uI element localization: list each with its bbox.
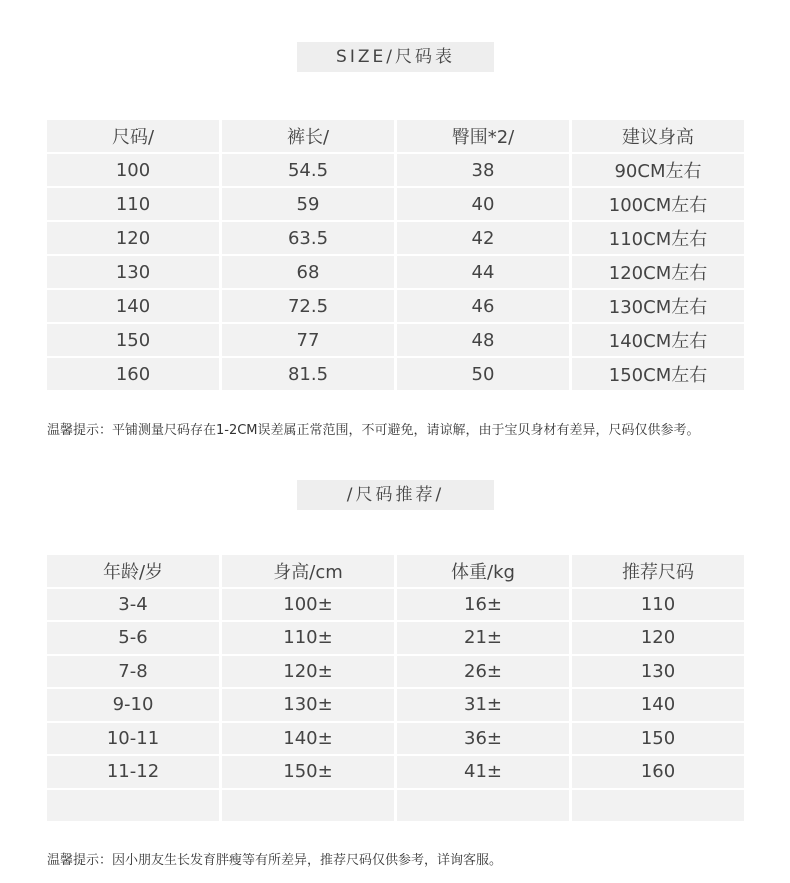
table-cell: 140± [222, 723, 394, 755]
header-age: 年龄/岁 [47, 555, 219, 587]
table-cell: 3-4 [47, 589, 219, 621]
header-size: 尺码/ [47, 120, 219, 152]
table-cell: 140 [572, 689, 744, 721]
table-cell: 100 [47, 154, 219, 186]
table-cell: 130± [222, 689, 394, 721]
table-cell: 150CM左右 [572, 358, 744, 390]
table-cell [47, 790, 219, 822]
table-cell: 11-12 [47, 756, 219, 788]
table-cell: 150± [222, 756, 394, 788]
table-cell: 38 [397, 154, 569, 186]
table-row [47, 622, 744, 654]
table-cell: 140CM左右 [572, 324, 744, 356]
table-row [47, 188, 744, 220]
table-cell: 48 [397, 324, 569, 356]
table-cell: 31± [397, 689, 569, 721]
table-cell [572, 790, 744, 822]
table-row [47, 756, 744, 788]
table-cell: 46 [397, 290, 569, 322]
table-cell: 130CM左右 [572, 290, 744, 322]
table-cell: 21± [397, 622, 569, 654]
size-chart-table [44, 118, 747, 392]
table-row [47, 589, 744, 621]
header-recommended-size: 推荐尺码 [572, 555, 744, 587]
table-cell: 120 [572, 622, 744, 654]
table-cell: 150 [47, 324, 219, 356]
header-hip: 臀围*2/ [397, 120, 569, 152]
table-cell: 110± [222, 622, 394, 654]
table-cell: 150 [572, 723, 744, 755]
table-cell: 100CM左右 [572, 188, 744, 220]
header-pants-length: 裤长/ [222, 120, 394, 152]
table-cell: 26± [397, 656, 569, 688]
table-cell: 120CM左右 [572, 256, 744, 288]
table-row [47, 256, 744, 288]
header-height: 身高/cm [222, 555, 394, 587]
table-cell: 54.5 [222, 154, 394, 186]
table-row-empty [47, 790, 744, 822]
size-recommend-note: 温馨提示：因小朋友生长发育胖瘦等有所差异，推荐尺码仅供参考，详询客服。 [47, 853, 503, 868]
table-row [47, 723, 744, 755]
table-cell: 10-11 [47, 723, 219, 755]
table-cell: 36± [397, 723, 569, 755]
table-cell: 81.5 [222, 358, 394, 390]
table-row [47, 290, 744, 322]
table-cell: 44 [397, 256, 569, 288]
table-cell: 68 [222, 256, 394, 288]
size-chart-title: SIZE/尺码表 [297, 42, 494, 72]
table-cell: 72.5 [222, 290, 394, 322]
table-row [47, 154, 744, 186]
table-cell: 160 [572, 756, 744, 788]
table-header-row [47, 120, 744, 152]
size-recommend-table [44, 553, 747, 823]
table-cell: 160 [47, 358, 219, 390]
table-cell: 90CM左右 [572, 154, 744, 186]
table-cell [222, 790, 394, 822]
table-cell: 41± [397, 756, 569, 788]
table-cell: 59 [222, 188, 394, 220]
table-cell: 40 [397, 188, 569, 220]
table-cell: 50 [397, 358, 569, 390]
table-cell: 120 [47, 222, 219, 254]
table-row [47, 656, 744, 688]
table-cell: 110 [47, 188, 219, 220]
header-suggested-height: 建议身高 [572, 120, 744, 152]
size-recommend-title: /尺码推荐/ [297, 480, 494, 510]
table-cell: 130 [47, 256, 219, 288]
table-row [47, 222, 744, 254]
table-cell [397, 790, 569, 822]
table-cell: 9-10 [47, 689, 219, 721]
table-cell: 42 [397, 222, 569, 254]
table-cell: 7-8 [47, 656, 219, 688]
table-cell: 16± [397, 589, 569, 621]
table-row [47, 689, 744, 721]
table-cell: 130 [572, 656, 744, 688]
table-cell: 110CM左右 [572, 222, 744, 254]
table-header-row [47, 555, 744, 587]
table-row [47, 324, 744, 356]
table-cell: 77 [222, 324, 394, 356]
table-cell: 5-6 [47, 622, 219, 654]
table-cell: 110 [572, 589, 744, 621]
table-cell: 100± [222, 589, 394, 621]
header-weight: 体重/kg [397, 555, 569, 587]
size-chart-note: 温馨提示：平铺测量尺码存在1-2CM误差属正常范围，不可避免，请谅解，由于宝贝身材有差异，尺码仅供参考。 [47, 423, 700, 438]
table-cell: 120± [222, 656, 394, 688]
table-cell: 140 [47, 290, 219, 322]
table-row [47, 358, 744, 390]
table-cell: 63.5 [222, 222, 394, 254]
